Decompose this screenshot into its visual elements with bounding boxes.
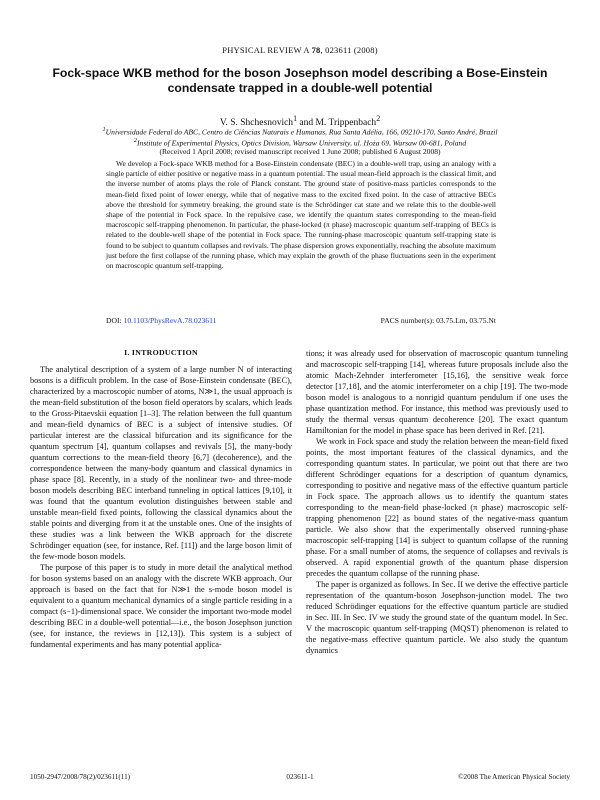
author-name: M. Trippenbach [315, 118, 377, 129]
body-paragraph: The paper is organized as follows. In Sec. II we derive the effective particle representation of the quantum-boson Josephson-junction model. The two reduced Schrödinger equations for the effective quantum particle are studied in Sec. III. In Sec. IV we study the ground state of the quantum model. In Sec. V the macroscopic quantum self-trapping (MQST) phenomenon is related to the negative-mass effective quantum particle. We also study the quantum dynamics [306, 580, 568, 655]
article-number-year: , 023611 (2008) [320, 45, 378, 55]
footer-issn: 1050-2947/2008/78(2)/023611(11) [30, 773, 131, 781]
right-column [306, 348, 568, 656]
received-dates: (Received 1 April 2008; revised manuscript received 1 June 2008; published 6 August 2008) [159, 147, 441, 156]
body-paragraph: The purpose of this paper is to study in more detail the analytical method for boson systems based on an analogy with the discrete WKB approach. Our approach is based on the fact that for N≫1 the s-mode boson model is equivalent to a quantum mechanical dynamics of a single particle residing in a compact (s−1)-dimensional space. We consider the important two-mode model describing BEC in a double-well potential—i.e., the boson Josephson junction (see, for instance, the reviews in [12,13]). This system is a subject of fundamental experiments and has many potential applica- [30, 563, 292, 649]
doi-label-group [106, 316, 216, 325]
affiliation-marker: 2 [376, 114, 381, 123]
body-paragraph: We work in Fock space and study the relation between the mean-field fixed points, the most important features of the classical dynamics, and the corresponding quantum states. In particular, we point out that there are two different Schrödinger equations for a description of quantum dynamics, corresponding to positive and negative mass of the effective quantum particle in Fock space. The approach allows us to identify the quantum states corresponding to the mean-field phase-locked (π phase) macroscopic self-trapping phenomenon [22] as bound states of the negative-mass quantum particle. We also show that the experimentally observed running-phase macroscopic self-trapping [14] is subject to quantum collapse of the running phase. For a small number of atoms, the sequence of collapses and revivals is observed. A rapid exponential growth of the quantum phase dispersion precedes the quantum collapse of the running phase. [306, 437, 568, 578]
journal-header [0, 45, 600, 55]
author-separator: and [297, 118, 316, 129]
journal-volume: 78 [311, 45, 321, 55]
affiliation-number: 1 [102, 126, 106, 133]
body-paragraph: The analytical description of a system of a large number N of interacting bosons is a difficult problem. In the case of Bose-Einstein condensate (BEC), characterized by a macroscopic number of atoms, N≫1, the usual approach is the mean-field substitution of the boson field operators by scalars, which leads to the Gross-Pitaevskii equation [1–3]. The relation between the full quantum and mean-field dynamics of BEC is a subject of intensive studies. Of particular interest are the classical bifurcation and its significance for the quantum spectrum [4], quantum collapses and revivals [5], the many-body quantum corrections to the mean-field theory [6,7] (decoherence), and the correspondence between the many-body quantum and classical dynamics in phase space [8]. Recently, in a study of the nonlinear two- and three-mode boson models describing BEC interband tunneling in optical lattices [9,10], it was found that the quantum evolution distinguishes between stable and unstable mean-field fixed points, following the classical dynamics about the stable points and diverging from it at the unstable ones. One of the insights of these studies was a link between the WKB approach for the discrete Schrödinger equation (see, for instance, Ref. [11]) and the large boson limit of the few-mode boson models. [30, 365, 292, 561]
footer-page-number: 023611-1 [286, 773, 314, 781]
section-heading: I. INTRODUCTION [124, 348, 198, 357]
affiliation-text: Institute of Experimental Physics, Optics Division, Warsaw University, ul. Hoża 69, Warsaw 00-681, Poland [137, 138, 467, 148]
pacs-numbers: PACS number(s): 03.75.Lm, 03.75.Nt [380, 316, 496, 325]
affiliation-1 [20, 126, 580, 137]
footer-copyright: ©2008 The American Physical Society [458, 773, 570, 781]
left-column [30, 347, 292, 650]
paper-title: Fock-space WKB method for the boson Josephson model describing a Bose-Einstein condensate trapped in a double-well potential [52, 66, 548, 95]
doi-label: DOI: [106, 316, 124, 325]
affiliation-2 [20, 137, 580, 148]
author-name: V. S. Shchesnovich [219, 118, 294, 129]
affiliation-number: 2 [133, 137, 138, 144]
affiliation-marker: 1 [293, 114, 298, 123]
abstract: We develop a Fock-space WKB method for a Bose-Einstein condensate (BEC) in a double-well trap, using an analogy with a single particle of either positive or negative mass in a quantum potential. The usual mean-field approach is the classical limit, and the inverse number of atoms plays the role of Planck constant. The ground state of positive-mass particles corresponds to the mean-field fixed point of lower energy, while that of negative mass to the excited fixed point. In the case of attractive BECs above the threshold for symmetry breaking, the ground state is the Schrödinger cat state and we relate this to the double-well shape of the potential in Fock space. In the repulsive case, we identify the quantum states corresponding to the mean-field macroscopic self-trapping phenomenon. In particular, the phase-locked (π phase) macroscopic quantum self-trapping of BECs is related to the double-well shape of the potential in Fock space. The running-phase macroscopic quantum self-trapping state is found to be subject to quantum collapses and revivals. The phase dispersion grows exponentially, reaching the absolute maximum just before the first collapse of the running phase, which may explain the growth of the phase fluctuations seen in the experiment on macroscopic quantum self-trapping. [106, 159, 496, 271]
journal-name: PHYSICAL REVIEW A [222, 45, 310, 55]
body-paragraph: tions; it was already used for observation of macroscopic quantum tunneling and macroscopic self-trapping [14], whereas future proposals include also the atomic Mach-Zehnder interferometer [15,16], the sensitive weak force detector [17,18], and the atomic interferometer on a chip [19]. The two-mode boson model is analogous to a nonrigid quantum pendulum if one uses the phase quantization method. For instance, this method was previously used to study the thermal versus quantum decoherence [20]. The exact quantum Hamiltonian for the model in phase space has been derived in Ref. [21]. [306, 349, 568, 435]
affiliation-text: Universidade Federal do ABC, Centro de Ciências Naturais e Humanas, Rua Santa Adélia, 166, 09210-170, Santo André, Brazil [105, 127, 498, 137]
doi-link[interactable]: 10.1103/PhysRevA.78.023611 [123, 316, 217, 325]
